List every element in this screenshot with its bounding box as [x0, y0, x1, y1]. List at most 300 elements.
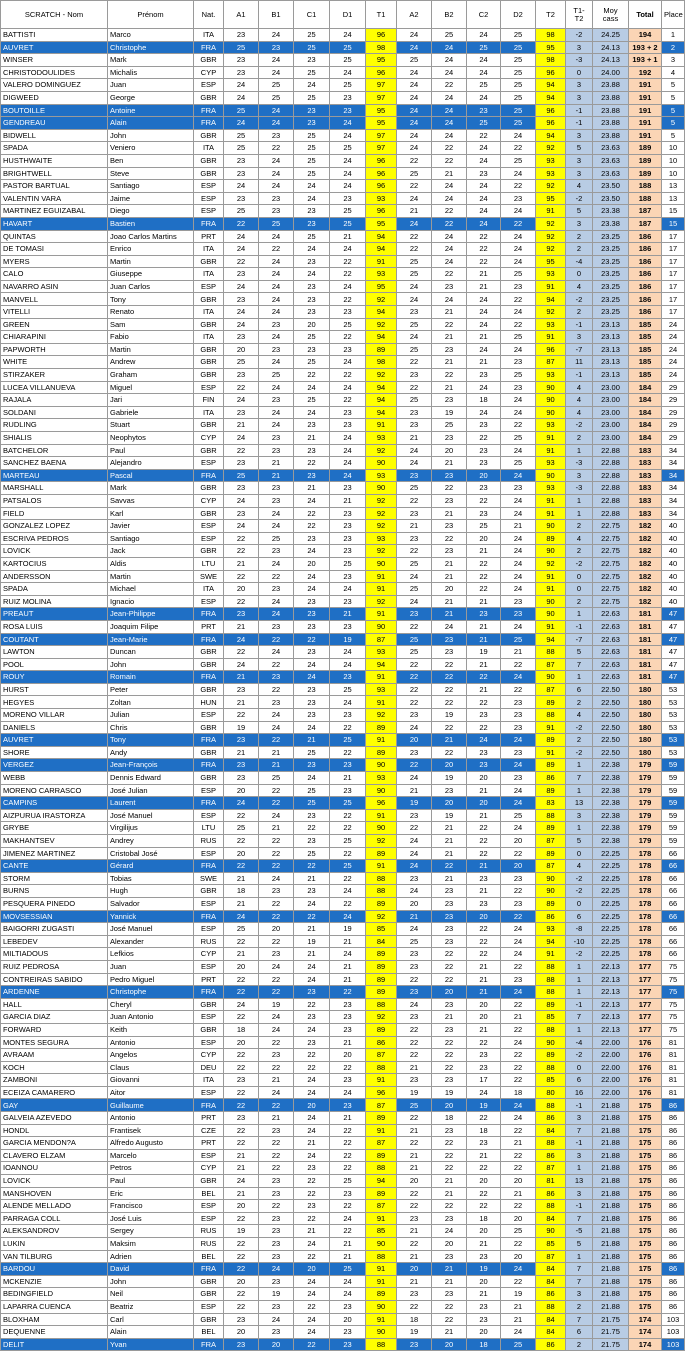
- cell-b1: 24: [259, 180, 294, 193]
- cell-t1: 93: [366, 469, 397, 482]
- cell-t1-t2: 2: [566, 595, 593, 608]
- cell-a1: 20: [224, 1200, 259, 1213]
- cell-a1: 21: [224, 557, 259, 570]
- cell-a2: 22: [397, 1036, 432, 1049]
- cell-c1: 23: [294, 1162, 330, 1175]
- cell-d2: 24: [501, 507, 536, 520]
- cell-t2: 91: [536, 432, 566, 445]
- cell-t2: 81: [536, 1175, 566, 1188]
- cell-nationality: FRA: [194, 860, 224, 873]
- cell-d1: 25: [330, 318, 366, 331]
- cell-first-name: Jaime: [108, 192, 194, 205]
- cell-a2: 21: [397, 784, 432, 797]
- cell-t2: 87: [536, 683, 566, 696]
- cell-c1: 25: [294, 41, 330, 54]
- cell-b2: 23: [432, 1124, 467, 1137]
- cell-d2: 25: [501, 809, 536, 822]
- cell-nationality: GBR: [194, 255, 224, 268]
- cell-t1-t2: -2: [566, 746, 593, 759]
- cell-total: 175: [629, 1238, 662, 1251]
- cell-moy-cass: 23.63: [593, 142, 629, 155]
- cell-c2: 21: [467, 268, 501, 281]
- cell-a2: 24: [397, 117, 432, 130]
- cell-t1: 96: [366, 66, 397, 79]
- cell-a2: 24: [397, 192, 432, 205]
- cell-b2: 24: [432, 230, 467, 243]
- cell-t2: 96: [536, 104, 566, 117]
- cell-name: MONTES SEGURA: [1, 1036, 108, 1049]
- cell-place: 34: [662, 482, 685, 495]
- cell-d1: 23: [330, 507, 366, 520]
- cell-first-name: Antoine: [108, 104, 194, 117]
- cell-t1: 89: [366, 897, 397, 910]
- cell-t1: 89: [366, 960, 397, 973]
- cell-total: 182: [629, 583, 662, 596]
- cell-t1: 94: [366, 230, 397, 243]
- cell-t2: 91: [536, 620, 566, 633]
- table-row: [1, 683, 685, 696]
- cell-a1: 22: [224, 709, 259, 722]
- cell-a1: 20: [224, 960, 259, 973]
- cell-d1: 25: [330, 683, 366, 696]
- cell-b2: 24: [432, 620, 467, 633]
- cell-total: 189: [629, 154, 662, 167]
- cell-first-name: Jean-Marie: [108, 633, 194, 646]
- cell-a1: 23: [224, 1074, 259, 1087]
- cell-first-name: Fabio: [108, 331, 194, 344]
- table-row: [1, 406, 685, 419]
- cell-t2: 98: [536, 54, 566, 67]
- cell-c1: 21: [294, 923, 330, 936]
- cell-c2: 23: [467, 419, 501, 432]
- cell-d1: 25: [330, 217, 366, 230]
- cell-c1: 23: [294, 280, 330, 293]
- cell-d1: 24: [330, 444, 366, 457]
- cell-a2: 21: [397, 910, 432, 923]
- cell-moy-cass: 22.25: [593, 847, 629, 860]
- cell-d2: 23: [501, 381, 536, 394]
- cell-total: 181: [629, 671, 662, 684]
- cell-total: 178: [629, 872, 662, 885]
- cell-t2: 90: [536, 394, 566, 407]
- cell-t1: 92: [366, 595, 397, 608]
- cell-d1: 25: [330, 557, 366, 570]
- cell-a2: 20: [397, 734, 432, 747]
- cell-a1: 24: [224, 1175, 259, 1188]
- cell-d1: 20: [330, 1313, 366, 1326]
- cell-t1: 90: [366, 482, 397, 495]
- cell-a2: 22: [397, 822, 432, 835]
- cell-total: 184: [629, 381, 662, 394]
- cell-c2: 21: [467, 973, 501, 986]
- cell-place: 17: [662, 243, 685, 256]
- cell-t2: 90: [536, 885, 566, 898]
- cell-moy-cass: 22.13: [593, 986, 629, 999]
- cell-a1: 23: [224, 293, 259, 306]
- cell-moy-cass: 22.75: [593, 532, 629, 545]
- cell-place: 81: [662, 1074, 685, 1087]
- cell-c2: 24: [467, 381, 501, 394]
- cell-place: 40: [662, 532, 685, 545]
- header-t1: T1: [366, 1, 397, 29]
- cell-a2: 23: [397, 986, 432, 999]
- cell-total: 183: [629, 444, 662, 457]
- cell-d2: 25: [501, 369, 536, 382]
- cell-moy-cass: 23.00: [593, 394, 629, 407]
- table-row: [1, 1112, 685, 1125]
- cell-t1: 94: [366, 394, 397, 407]
- cell-t1-t2: 0: [566, 847, 593, 860]
- cell-name: CLAVERO ELZAM: [1, 1149, 108, 1162]
- cell-c1: 24: [294, 180, 330, 193]
- cell-total: 178: [629, 910, 662, 923]
- cell-place: 24: [662, 356, 685, 369]
- cell-nationality: ESP: [194, 79, 224, 92]
- cell-d1: 24: [330, 381, 366, 394]
- cell-d2: 24: [501, 167, 536, 180]
- cell-c1: 23: [294, 469, 330, 482]
- cell-t1: 93: [366, 532, 397, 545]
- cell-c1: 22: [294, 633, 330, 646]
- cell-c2: 24: [467, 1086, 501, 1099]
- cell-a1: 25: [224, 822, 259, 835]
- cell-t1: 94: [366, 243, 397, 256]
- cell-place: 4: [662, 66, 685, 79]
- cell-b2: 22: [432, 318, 467, 331]
- cell-t1: 89: [366, 847, 397, 860]
- cell-d1: 21: [330, 230, 366, 243]
- cell-d2: 24: [501, 734, 536, 747]
- cell-c2: 20: [467, 998, 501, 1011]
- cell-first-name: John: [108, 129, 194, 142]
- cell-a2: 24: [397, 217, 432, 230]
- cell-t2: 90: [536, 381, 566, 394]
- header-d2: D2: [501, 1, 536, 29]
- cell-a2: 24: [397, 923, 432, 936]
- cell-t1-t2: -1: [566, 998, 593, 1011]
- cell-b2: 23: [432, 432, 467, 445]
- cell-nationality: GBR: [194, 343, 224, 356]
- table-row: [1, 797, 685, 810]
- cell-d2: 23: [501, 192, 536, 205]
- cell-d2: 23: [501, 608, 536, 621]
- table-row: [1, 1137, 685, 1150]
- cell-total: 180: [629, 709, 662, 722]
- cell-a2: 23: [397, 469, 432, 482]
- table-row: [1, 608, 685, 621]
- cell-name: KOCH: [1, 1061, 108, 1074]
- cell-c2: 22: [467, 129, 501, 142]
- cell-b2: 21: [432, 822, 467, 835]
- cell-d1: 25: [330, 797, 366, 810]
- cell-total: 175: [629, 1099, 662, 1112]
- cell-d2: 21: [501, 1300, 536, 1313]
- table-row: [1, 482, 685, 495]
- cell-c2: 23: [467, 897, 501, 910]
- table-row: [1, 696, 685, 709]
- cell-total: 176: [629, 1074, 662, 1087]
- cell-t2: 91: [536, 721, 566, 734]
- cell-d2: 23: [501, 709, 536, 722]
- cell-a1: 24: [224, 910, 259, 923]
- cell-t2: 90: [536, 406, 566, 419]
- cell-nationality: GBR: [194, 507, 224, 520]
- cell-t1-t2: 3: [566, 809, 593, 822]
- cell-c1: 24: [294, 1112, 330, 1125]
- cell-c2: 21: [467, 1023, 501, 1036]
- header-nationality: Nat.: [194, 1, 224, 29]
- cell-b1: 24: [259, 356, 294, 369]
- cell-t2: 94: [536, 91, 566, 104]
- cell-name: GONZALEZ LOPEZ: [1, 520, 108, 533]
- cell-a2: 25: [397, 646, 432, 659]
- cell-c2: 21: [467, 658, 501, 671]
- cell-nationality: GBR: [194, 356, 224, 369]
- cell-moy-cass: 24.13: [593, 54, 629, 67]
- cell-first-name: Andrey: [108, 835, 194, 848]
- cell-c2: 22: [467, 835, 501, 848]
- cell-moy-cass: 22.75: [593, 520, 629, 533]
- cell-place: 86: [662, 1212, 685, 1225]
- cell-b2: 21: [432, 595, 467, 608]
- cell-a2: 25: [397, 255, 432, 268]
- cell-first-name: Gabriele: [108, 406, 194, 419]
- cell-nationality: ITA: [194, 331, 224, 344]
- cell-a2: 23: [397, 809, 432, 822]
- table-row: [1, 759, 685, 772]
- cell-nationality: ESP: [194, 1149, 224, 1162]
- table-row: [1, 620, 685, 633]
- cell-t2: 94: [536, 293, 566, 306]
- cell-a2: 21: [397, 205, 432, 218]
- cell-first-name: Claus: [108, 1061, 194, 1074]
- cell-d2: 24: [501, 230, 536, 243]
- cell-a1: 25: [224, 469, 259, 482]
- cell-c1: 23: [294, 54, 330, 67]
- cell-first-name: José Manuel: [108, 809, 194, 822]
- cell-t1: 90: [366, 784, 397, 797]
- cell-b1: 22: [259, 1200, 294, 1213]
- cell-b1: 24: [259, 406, 294, 419]
- cell-b2: 23: [432, 935, 467, 948]
- cell-c1: 22: [294, 822, 330, 835]
- table-row: [1, 457, 685, 470]
- cell-total: 178: [629, 885, 662, 898]
- cell-t1-t2: 7: [566, 658, 593, 671]
- cell-b1: 22: [259, 570, 294, 583]
- cell-a1: 20: [224, 847, 259, 860]
- cell-t2: 85: [536, 1074, 566, 1087]
- cell-t1-t2: 5: [566, 205, 593, 218]
- cell-d2: 24: [501, 822, 536, 835]
- cell-first-name: Steve: [108, 167, 194, 180]
- cell-t1-t2: 0: [566, 1061, 593, 1074]
- cell-nationality: FRA: [194, 633, 224, 646]
- cell-c1: 23: [294, 696, 330, 709]
- cell-first-name: Tony: [108, 293, 194, 306]
- cell-nationality: BEL: [194, 1187, 224, 1200]
- cell-t2: 89: [536, 532, 566, 545]
- table-row: [1, 1187, 685, 1200]
- cell-d1: 21: [330, 973, 366, 986]
- cell-t2: 91: [536, 948, 566, 961]
- cell-total: 175: [629, 1263, 662, 1276]
- cell-moy-cass: 22.63: [593, 620, 629, 633]
- cell-moy-cass: 22.88: [593, 457, 629, 470]
- cell-b1: 21: [259, 469, 294, 482]
- cell-c1: 20: [294, 557, 330, 570]
- cell-c2: 22: [467, 583, 501, 596]
- cell-name: MARTINEZ EGUIZABAL: [1, 205, 108, 218]
- cell-b1: 21: [259, 1074, 294, 1087]
- cell-b1: 23: [259, 671, 294, 684]
- cell-c2: 21: [467, 633, 501, 646]
- cell-total: 181: [629, 620, 662, 633]
- cell-a2: 23: [397, 1288, 432, 1301]
- cell-d1: 21: [330, 1250, 366, 1263]
- cell-a2: 24: [397, 721, 432, 734]
- cell-b1: 24: [259, 331, 294, 344]
- cell-moy-cass: 23.88: [593, 79, 629, 92]
- cell-d1: 22: [330, 394, 366, 407]
- cell-name: WHITE: [1, 356, 108, 369]
- header-firstname: Prénom: [108, 1, 194, 29]
- cell-a2: 24: [397, 835, 432, 848]
- cell-place: 40: [662, 520, 685, 533]
- cell-place: 66: [662, 847, 685, 860]
- cell-place: 66: [662, 860, 685, 873]
- cell-a1: 21: [224, 746, 259, 759]
- cell-place: 66: [662, 935, 685, 948]
- cell-b1: 22: [259, 734, 294, 747]
- cell-nationality: GBR: [194, 885, 224, 898]
- table-row: [1, 205, 685, 218]
- cell-t2: 93: [536, 318, 566, 331]
- cell-a1: 22: [224, 1300, 259, 1313]
- cell-c1: 24: [294, 1288, 330, 1301]
- cell-t2: 89: [536, 1049, 566, 1062]
- cell-t1: 88: [366, 872, 397, 885]
- cell-c1: 21: [294, 482, 330, 495]
- cell-b2: 20: [432, 759, 467, 772]
- cell-a1: 25: [224, 41, 259, 54]
- cell-a1: 23: [224, 457, 259, 470]
- cell-total: 177: [629, 1011, 662, 1024]
- cell-c2: 24: [467, 91, 501, 104]
- cell-nationality: ITA: [194, 142, 224, 155]
- cell-t1: 90: [366, 557, 397, 570]
- cell-a1: 24: [224, 658, 259, 671]
- cell-name: HUSTHWAITE: [1, 154, 108, 167]
- cell-t2: 89: [536, 847, 566, 860]
- cell-nationality: RUS: [194, 935, 224, 948]
- cell-d2: 22: [501, 683, 536, 696]
- cell-c1: 25: [294, 66, 330, 79]
- cell-name: BLOXHAM: [1, 1313, 108, 1326]
- cell-moy-cass: 22.38: [593, 822, 629, 835]
- cell-t1-t2: 16: [566, 1086, 593, 1099]
- cell-name: ALEKSANDROV: [1, 1225, 108, 1238]
- cell-d1: 24: [330, 243, 366, 256]
- cell-t1: 91: [366, 1313, 397, 1326]
- cell-b2: 22: [432, 1149, 467, 1162]
- cell-nationality: FRA: [194, 797, 224, 810]
- cell-first-name: Alain: [108, 117, 194, 130]
- cell-d2: 24: [501, 545, 536, 558]
- cell-d2: 25: [501, 79, 536, 92]
- cell-c1: 24: [294, 545, 330, 558]
- header-c1: C1: [294, 1, 330, 29]
- cell-d2: 25: [501, 54, 536, 67]
- cell-total: 188: [629, 192, 662, 205]
- cell-b1: 24: [259, 872, 294, 885]
- cell-moy-cass: 22.25: [593, 872, 629, 885]
- table-row: [1, 784, 685, 797]
- cell-t1: 95: [366, 217, 397, 230]
- cell-total: 192: [629, 66, 662, 79]
- cell-total: 184: [629, 406, 662, 419]
- cell-place: 59: [662, 797, 685, 810]
- cell-t2: 87: [536, 356, 566, 369]
- table-row: [1, 129, 685, 142]
- cell-moy-cass: 22.13: [593, 973, 629, 986]
- cell-t2: 86: [536, 1338, 566, 1351]
- cell-c2: 23: [467, 872, 501, 885]
- cell-b2: 24: [432, 1225, 467, 1238]
- cell-b2: 23: [432, 343, 467, 356]
- cell-c1: 24: [294, 1149, 330, 1162]
- cell-a2: 22: [397, 1112, 432, 1125]
- table-row: [1, 91, 685, 104]
- cell-nationality: FRA: [194, 986, 224, 999]
- cell-c2: 21: [467, 356, 501, 369]
- cell-c2: 24: [467, 406, 501, 419]
- cell-nationality: ESP: [194, 532, 224, 545]
- cell-c1: 23: [294, 646, 330, 659]
- cell-t2: 93: [536, 482, 566, 495]
- cell-t1: 90: [366, 457, 397, 470]
- cell-t2: 84: [536, 1275, 566, 1288]
- cell-total: 175: [629, 1212, 662, 1225]
- cell-c1: 23: [294, 255, 330, 268]
- cell-b1: 24: [259, 960, 294, 973]
- cell-place: 17: [662, 293, 685, 306]
- cell-nationality: PRT: [194, 1112, 224, 1125]
- cell-t2: 96: [536, 117, 566, 130]
- cell-nationality: ESP: [194, 205, 224, 218]
- cell-t2: 86: [536, 910, 566, 923]
- cell-name: AUVRET: [1, 734, 108, 747]
- cell-t1: 93: [366, 268, 397, 281]
- cell-b1: 24: [259, 167, 294, 180]
- cell-nationality: SWE: [194, 872, 224, 885]
- cell-d2: 22: [501, 1023, 536, 1036]
- cell-b1: 23: [259, 1225, 294, 1238]
- cell-d1: 23: [330, 1099, 366, 1112]
- cell-c2: 23: [467, 104, 501, 117]
- cell-nationality: FIN: [194, 394, 224, 407]
- cell-t2: 91: [536, 507, 566, 520]
- cell-b1: 24: [259, 255, 294, 268]
- table-row: [1, 1225, 685, 1238]
- cell-t1-t2: 4: [566, 860, 593, 873]
- cell-t1: 91: [366, 1263, 397, 1276]
- table-row: [1, 557, 685, 570]
- cell-place: 86: [662, 1300, 685, 1313]
- cell-d2: 22: [501, 1124, 536, 1137]
- cell-moy-cass: 21.88: [593, 1187, 629, 1200]
- cell-b1: 22: [259, 910, 294, 923]
